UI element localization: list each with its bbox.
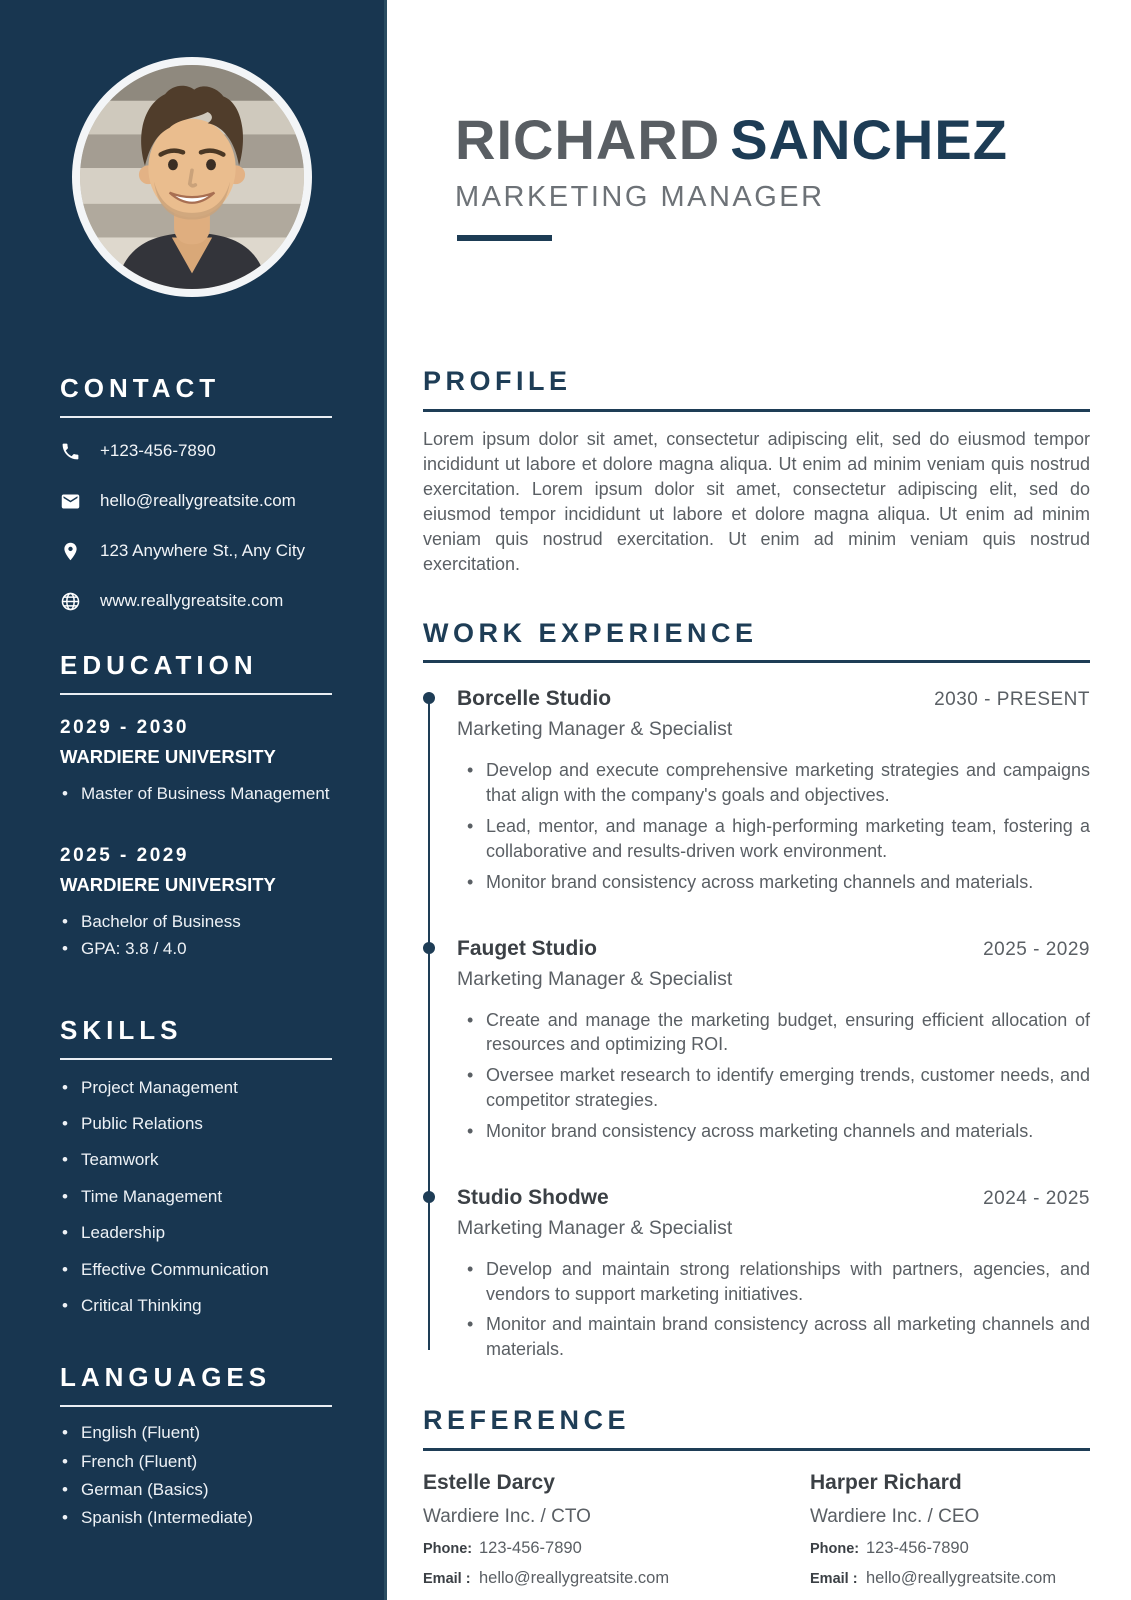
job-bullet: • Monitor brand consistency across marketing channels and materials. bbox=[457, 1119, 1090, 1144]
contact-item-phone bbox=[60, 426, 332, 476]
work-experience-divider bbox=[423, 660, 1090, 663]
profile-photo-wrapper bbox=[0, 0, 384, 297]
work-experience-heading: WORK EXPERIENCE bbox=[423, 617, 758, 648]
education-school: WARDIERE UNIVERSITY bbox=[60, 746, 276, 767]
skill-item: • Project Management bbox=[60, 1078, 332, 1098]
language-item: • English (Fluent) bbox=[60, 1423, 332, 1443]
sidebar bbox=[0, 0, 387, 1600]
job-bullet: • Monitor brand consistency across marketing channels and materials. bbox=[457, 870, 1090, 895]
profile-section bbox=[423, 367, 1090, 577]
skills-list bbox=[60, 1078, 332, 1317]
reference-phone-row bbox=[810, 1539, 1090, 1558]
job-period: 2024 - 2025 bbox=[983, 1187, 1090, 1209]
reference-phone: 123-456-7890 bbox=[479, 1538, 582, 1557]
reference-name: Estelle Darcy bbox=[423, 1470, 555, 1494]
contact-section bbox=[0, 375, 384, 626]
location-icon bbox=[60, 541, 81, 562]
job-role: Marketing Manager & Specialist bbox=[457, 967, 733, 990]
last-name: SANCHEZ bbox=[730, 108, 1008, 171]
education-section bbox=[0, 652, 384, 963]
languages-list bbox=[60, 1423, 332, 1529]
education-school: WARDIERE UNIVERSITY bbox=[60, 874, 276, 896]
education-entry bbox=[60, 845, 332, 962]
job-bullet: • Develop and maintain strong relationships with partners, agencies, and vendors to support marketing initiatives. bbox=[457, 1257, 1090, 1307]
reference-entry bbox=[423, 1471, 810, 1588]
reference-phone: 123-456-7890 bbox=[866, 1538, 969, 1557]
job-bullets bbox=[457, 758, 1090, 894]
first-name: RICHARD bbox=[455, 108, 721, 171]
reference-heading: REFERENCE bbox=[423, 1405, 631, 1436]
reference-email-row bbox=[810, 1569, 1090, 1588]
education-details bbox=[60, 908, 332, 962]
job-bullets bbox=[457, 1008, 1090, 1144]
phone-number: +123-456-7890 bbox=[100, 441, 216, 460]
contact-heading: CONTACT bbox=[60, 373, 221, 403]
main-content bbox=[387, 0, 1131, 1600]
contact-item-address bbox=[60, 526, 332, 576]
job-role: Marketing Manager & Specialist bbox=[457, 1216, 733, 1239]
education-detail: • GPA: 3.8 / 4.0 bbox=[60, 935, 332, 962]
education-heading: EDUCATION bbox=[60, 650, 258, 680]
phone-label: Phone: bbox=[423, 1540, 473, 1557]
language-item: • German (Basics) bbox=[60, 1480, 332, 1500]
skill-item: • Time Management bbox=[60, 1187, 332, 1207]
job-entry bbox=[423, 687, 1090, 894]
education-detail: • Master of Business Management bbox=[60, 780, 332, 807]
job-bullet: • Develop and execute comprehensive marketing strategies and campaigns that align with the company's goals and objectives. bbox=[457, 758, 1090, 808]
education-divider bbox=[60, 693, 332, 695]
jobs-timeline bbox=[423, 687, 1090, 1362]
job-bullet: • Lead, mentor, and manage a high-performing marketing team, fostering a collaborative and results-driven work environment. bbox=[457, 814, 1090, 864]
job-entry bbox=[423, 937, 1090, 1144]
skills-heading: SKILLS bbox=[60, 1014, 183, 1045]
skill-item: • Teamwork bbox=[60, 1150, 332, 1170]
job-company: Borcelle Studio bbox=[457, 687, 612, 711]
street-address: 123 Anywhere St., Any City bbox=[100, 541, 306, 560]
profile-text: Lorem ipsum dolor sit amet, consectetur adipiscing elit, sed do eiusmod tempor incididunt ut labore et dolore magna aliqua. Ut enim ad minim veniam quis nostrud exercitation. Lorem ipsum dolor sit amet, consectetur adipiscing elit, sed do eiusmod tempor incididunt ut labore et dolore magna aliqua. Ut enim ad minim veniam quis nostrud exercitation. Ut enim ad minim veniam quis nostrud exercitation. bbox=[423, 428, 1090, 574]
language-item: • French (Fluent) bbox=[60, 1452, 332, 1472]
language-item: • Spanish (Intermediate) bbox=[60, 1508, 332, 1528]
education-detail: • Bachelor of Business bbox=[60, 908, 332, 935]
job-bullet: • Create and manage the marketing budget, ensuring efficient allocation of resources and optimizing ROI. bbox=[457, 1008, 1090, 1058]
job-company: Studio Shodwe bbox=[457, 1185, 609, 1209]
job-header bbox=[457, 687, 1090, 711]
reference-name: Harper Richard bbox=[810, 1470, 962, 1494]
header bbox=[423, 108, 1090, 241]
reference-email: hello@reallygreatsite.com bbox=[866, 1568, 1057, 1587]
contact-divider bbox=[60, 416, 332, 418]
reference-divider bbox=[423, 1448, 1090, 1451]
phone-icon bbox=[60, 441, 81, 462]
languages-heading: LANGUAGES bbox=[60, 1362, 272, 1393]
skill-item: • Effective Communication bbox=[60, 1260, 332, 1280]
job-company: Fauget Studio bbox=[457, 936, 597, 960]
job-bullet: • Monitor and maintain brand consistency across all marketing channels and materials. bbox=[457, 1312, 1090, 1362]
email-icon bbox=[60, 491, 81, 512]
job-period: 2030 - PRESENT bbox=[934, 689, 1090, 711]
page-title bbox=[455, 108, 1090, 171]
job-bullet: • Oversee market research to identify emerging trends, customer needs, and competitor strategies. bbox=[457, 1063, 1090, 1113]
email-address: hello@reallygreatsite.com bbox=[100, 491, 296, 510]
skill-item: • Leadership bbox=[60, 1223, 332, 1243]
timeline-dot bbox=[423, 942, 435, 954]
profile-divider bbox=[423, 409, 1090, 412]
globe-icon bbox=[60, 591, 81, 612]
education-entry bbox=[60, 717, 332, 807]
job-header bbox=[457, 937, 1090, 961]
reference-entry bbox=[810, 1471, 1090, 1588]
profile-photo bbox=[72, 57, 312, 297]
reference-email: hello@reallygreatsite.com bbox=[479, 1568, 670, 1587]
education-period: 2025 - 2029 bbox=[60, 845, 189, 867]
job-period: 2025 - 2029 bbox=[983, 938, 1090, 960]
reference-phone-row bbox=[423, 1539, 810, 1558]
job-bullets bbox=[457, 1257, 1090, 1362]
job-role: Marketing Manager & Specialist bbox=[457, 718, 733, 741]
contact-item-website bbox=[60, 576, 332, 626]
reference-position: Wardiere Inc. / CTO bbox=[423, 1505, 591, 1527]
phone-label: Phone: bbox=[810, 1540, 860, 1557]
education-period: 2029 - 2030 bbox=[60, 717, 189, 738]
skills-divider bbox=[60, 1058, 332, 1060]
header-job-title: MARKETING MANAGER bbox=[455, 181, 825, 213]
education-details bbox=[60, 780, 332, 807]
timeline-dot bbox=[423, 692, 435, 704]
languages-section bbox=[0, 1364, 384, 1529]
email-label: Email : bbox=[810, 1570, 858, 1587]
reference-email-row bbox=[423, 1569, 810, 1588]
reference-position: Wardiere Inc. / CEO bbox=[810, 1505, 980, 1527]
profile-heading: PROFILE bbox=[423, 366, 572, 396]
skill-item: • Critical Thinking bbox=[60, 1296, 332, 1316]
accent-bar bbox=[457, 235, 552, 241]
languages-divider bbox=[60, 1405, 332, 1407]
job-header bbox=[457, 1186, 1090, 1210]
work-experience-section bbox=[423, 619, 1090, 1362]
contact-item-email bbox=[60, 476, 332, 526]
reference-section bbox=[423, 1406, 1090, 1588]
contact-list bbox=[60, 426, 332, 626]
skills-section bbox=[0, 1014, 384, 1317]
website-url: www.reallygreatsite.com bbox=[100, 591, 284, 610]
timeline-dot bbox=[423, 1191, 435, 1203]
profile-photo-illustration bbox=[80, 65, 304, 289]
skill-item: • Public Relations bbox=[60, 1114, 332, 1134]
reference-grid bbox=[423, 1471, 1090, 1588]
job-entry bbox=[423, 1186, 1090, 1362]
email-label: Email : bbox=[423, 1570, 471, 1587]
